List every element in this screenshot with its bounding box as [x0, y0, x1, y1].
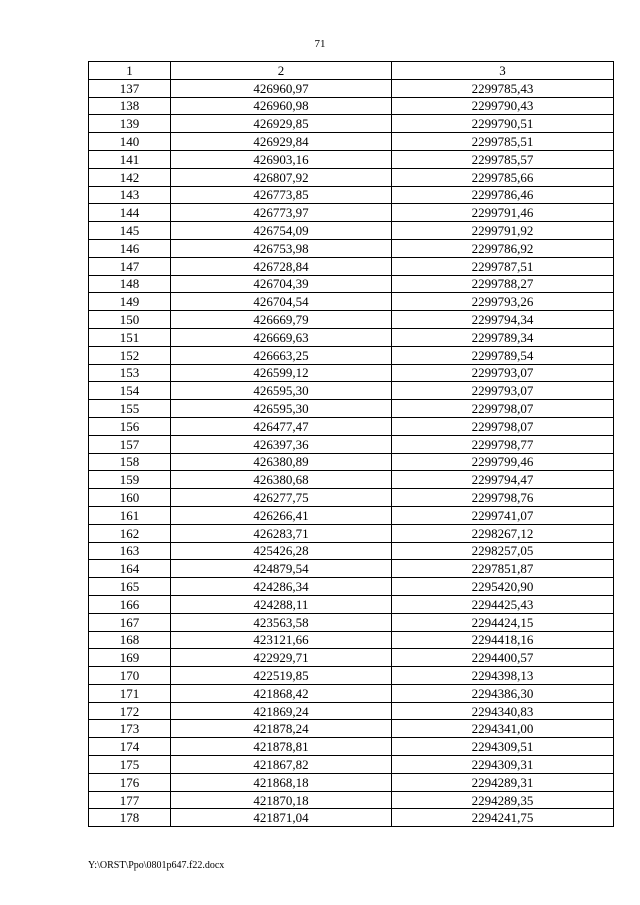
x-coordinate-cell: 423563,58: [171, 613, 392, 631]
table-row: [89, 702, 614, 720]
table-row: [89, 560, 614, 578]
y-coordinate-cell: 2297851,87: [392, 560, 614, 578]
point-number-cell: 166: [89, 595, 171, 613]
y-coordinate-cell: 2299785,57: [392, 150, 614, 168]
point-number-cell: 137: [89, 79, 171, 97]
table-row: [89, 150, 614, 168]
point-number-cell: 144: [89, 204, 171, 222]
table-row: [89, 79, 614, 97]
point-number-cell: 146: [89, 239, 171, 257]
table-row: [89, 613, 614, 631]
page-number: 71: [314, 38, 326, 50]
y-coordinate-cell: 2299793,07: [392, 364, 614, 382]
y-coordinate-cell: 2294425,43: [392, 595, 614, 613]
x-coordinate-cell: 426929,85: [171, 115, 392, 133]
point-number-cell: 140: [89, 133, 171, 151]
x-coordinate-cell: 422929,71: [171, 649, 392, 667]
table-body: [89, 62, 614, 827]
x-coordinate-cell: 424879,54: [171, 560, 392, 578]
point-number-cell: 157: [89, 435, 171, 453]
y-coordinate-cell: 2294340,83: [392, 702, 614, 720]
point-number-cell: 141: [89, 150, 171, 168]
y-coordinate-cell: 2299798,76: [392, 489, 614, 507]
x-coordinate-cell: 426397,36: [171, 435, 392, 453]
x-coordinate-cell: 426283,71: [171, 524, 392, 542]
table-row: [89, 756, 614, 774]
x-coordinate-cell: 426929,84: [171, 133, 392, 151]
point-number-cell: 154: [89, 382, 171, 400]
y-coordinate-cell: 2294424,15: [392, 613, 614, 631]
y-coordinate-cell: 2294289,31: [392, 773, 614, 791]
x-coordinate-cell: 426477,47: [171, 417, 392, 435]
x-coordinate-cell: 426380,89: [171, 453, 392, 471]
table-row: [89, 649, 614, 667]
point-number-cell: 142: [89, 168, 171, 186]
point-number-cell: 162: [89, 524, 171, 542]
y-coordinate-cell: 2299791,92: [392, 222, 614, 240]
y-coordinate-cell: 2299790,43: [392, 97, 614, 115]
point-number-cell: 147: [89, 257, 171, 275]
x-coordinate-cell: 421871,04: [171, 809, 392, 827]
table-row: [89, 809, 614, 827]
x-coordinate-cell: 421878,81: [171, 738, 392, 756]
point-number-cell: 152: [89, 346, 171, 364]
y-coordinate-cell: 2299798,07: [392, 400, 614, 418]
x-coordinate-cell: 426704,39: [171, 275, 392, 293]
y-coordinate-cell: 2299786,46: [392, 186, 614, 204]
footer-file-path: Y:\ORST\Ppo\0801p647.f22.docx: [88, 860, 225, 871]
table-row: [89, 311, 614, 329]
table-header-row: [89, 62, 614, 80]
point-number-cell: 163: [89, 542, 171, 560]
y-coordinate-cell: 2299794,47: [392, 471, 614, 489]
y-coordinate-cell: 2299785,66: [392, 168, 614, 186]
x-coordinate-cell: 421868,18: [171, 773, 392, 791]
header-cell-2: 2: [171, 62, 392, 80]
table-row: [89, 471, 614, 489]
y-coordinate-cell: 2299791,46: [392, 204, 614, 222]
x-coordinate-cell: 424286,34: [171, 578, 392, 596]
table-row: [89, 222, 614, 240]
point-number-cell: 168: [89, 631, 171, 649]
x-coordinate-cell: 426960,97: [171, 79, 392, 97]
x-coordinate-cell: 421868,42: [171, 684, 392, 702]
table-row: [89, 773, 614, 791]
point-number-cell: 167: [89, 613, 171, 631]
x-coordinate-cell: 426807,92: [171, 168, 392, 186]
table-row: [89, 453, 614, 471]
point-number-cell: 176: [89, 773, 171, 791]
point-number-cell: 138: [89, 97, 171, 115]
table-row: [89, 168, 614, 186]
x-coordinate-cell: 426380,68: [171, 471, 392, 489]
y-coordinate-cell: 2299798,77: [392, 435, 614, 453]
point-number-cell: 175: [89, 756, 171, 774]
y-coordinate-cell: 2299741,07: [392, 506, 614, 524]
table-row: [89, 115, 614, 133]
x-coordinate-cell: 421878,24: [171, 720, 392, 738]
y-coordinate-cell: 2299785,43: [392, 79, 614, 97]
point-number-cell: 156: [89, 417, 171, 435]
table-row: [89, 435, 614, 453]
x-coordinate-cell: 423121,66: [171, 631, 392, 649]
y-coordinate-cell: 2298257,05: [392, 542, 614, 560]
x-coordinate-cell: 426704,54: [171, 293, 392, 311]
point-number-cell: 173: [89, 720, 171, 738]
point-number-cell: 159: [89, 471, 171, 489]
point-number-cell: 174: [89, 738, 171, 756]
point-number-cell: 143: [89, 186, 171, 204]
table-row: [89, 667, 614, 685]
y-coordinate-cell: 2299798,07: [392, 417, 614, 435]
x-coordinate-cell: 426669,63: [171, 328, 392, 346]
table-row: [89, 720, 614, 738]
point-number-cell: 164: [89, 560, 171, 578]
table-row: [89, 364, 614, 382]
point-number-cell: 161: [89, 506, 171, 524]
point-number-cell: 158: [89, 453, 171, 471]
point-number-cell: 172: [89, 702, 171, 720]
table-row: [89, 328, 614, 346]
x-coordinate-cell: 426595,30: [171, 382, 392, 400]
x-coordinate-cell: 424288,11: [171, 595, 392, 613]
point-number-cell: 153: [89, 364, 171, 382]
point-number-cell: 160: [89, 489, 171, 507]
point-number-cell: 151: [89, 328, 171, 346]
table-row: [89, 382, 614, 400]
x-coordinate-cell: 426599,12: [171, 364, 392, 382]
y-coordinate-cell: 2299793,07: [392, 382, 614, 400]
y-coordinate-cell: 2299785,51: [392, 133, 614, 151]
point-number-cell: 139: [89, 115, 171, 133]
x-coordinate-cell: 421870,18: [171, 791, 392, 809]
x-coordinate-cell: 421867,82: [171, 756, 392, 774]
table-row: [89, 578, 614, 596]
point-number-cell: 155: [89, 400, 171, 418]
y-coordinate-cell: 2294289,35: [392, 791, 614, 809]
table-row: [89, 97, 614, 115]
x-coordinate-cell: 421869,24: [171, 702, 392, 720]
x-coordinate-cell: 426266,41: [171, 506, 392, 524]
point-number-cell: 171: [89, 684, 171, 702]
y-coordinate-cell: 2294241,75: [392, 809, 614, 827]
table-row: [89, 346, 614, 364]
table-row: [89, 506, 614, 524]
x-coordinate-cell: 426753,98: [171, 239, 392, 257]
table-row: [89, 524, 614, 542]
table-row: [89, 417, 614, 435]
table-row: [89, 489, 614, 507]
point-number-cell: 169: [89, 649, 171, 667]
y-coordinate-cell: 2299788,27: [392, 275, 614, 293]
point-number-cell: 149: [89, 293, 171, 311]
table-row: [89, 542, 614, 560]
x-coordinate-cell: 426754,09: [171, 222, 392, 240]
y-coordinate-cell: 2294400,57: [392, 649, 614, 667]
y-coordinate-cell: 2295420,90: [392, 578, 614, 596]
y-coordinate-cell: 2298267,12: [392, 524, 614, 542]
table-row: [89, 239, 614, 257]
y-coordinate-cell: 2299787,51: [392, 257, 614, 275]
x-coordinate-cell: 426773,85: [171, 186, 392, 204]
point-number-cell: 170: [89, 667, 171, 685]
table-row: [89, 275, 614, 293]
x-coordinate-cell: 426595,30: [171, 400, 392, 418]
point-number-cell: 178: [89, 809, 171, 827]
table-row: [89, 400, 614, 418]
y-coordinate-cell: 2294341,00: [392, 720, 614, 738]
point-number-cell: 148: [89, 275, 171, 293]
table-row: [89, 204, 614, 222]
x-coordinate-cell: 426903,16: [171, 150, 392, 168]
header-cell-1: 1: [89, 62, 171, 80]
table-row: [89, 133, 614, 151]
y-coordinate-cell: 2299786,92: [392, 239, 614, 257]
table-row: [89, 791, 614, 809]
x-coordinate-cell: 426728,84: [171, 257, 392, 275]
x-coordinate-cell: 426960,98: [171, 97, 392, 115]
point-number-cell: 177: [89, 791, 171, 809]
y-coordinate-cell: 2294309,51: [392, 738, 614, 756]
table-row: [89, 738, 614, 756]
y-coordinate-cell: 2294386,30: [392, 684, 614, 702]
table-row: [89, 684, 614, 702]
y-coordinate-cell: 2299789,34: [392, 328, 614, 346]
x-coordinate-cell: 426663,25: [171, 346, 392, 364]
table-row: [89, 631, 614, 649]
x-coordinate-cell: 426669,79: [171, 311, 392, 329]
y-coordinate-cell: 2294418,16: [392, 631, 614, 649]
y-coordinate-cell: 2299790,51: [392, 115, 614, 133]
y-coordinate-cell: 2299794,34: [392, 311, 614, 329]
x-coordinate-cell: 426277,75: [171, 489, 392, 507]
table-row: [89, 186, 614, 204]
y-coordinate-cell: 2299789,54: [392, 346, 614, 364]
header-cell-3: 3: [392, 62, 614, 80]
y-coordinate-cell: 2299799,46: [392, 453, 614, 471]
point-number-cell: 150: [89, 311, 171, 329]
x-coordinate-cell: 422519,85: [171, 667, 392, 685]
table-row: [89, 293, 614, 311]
table-row: [89, 595, 614, 613]
y-coordinate-cell: 2294398,13: [392, 667, 614, 685]
x-coordinate-cell: 425426,28: [171, 542, 392, 560]
x-coordinate-cell: 426773,97: [171, 204, 392, 222]
coordinates-table: [88, 61, 614, 827]
y-coordinate-cell: 2294309,31: [392, 756, 614, 774]
point-number-cell: 145: [89, 222, 171, 240]
point-number-cell: 165: [89, 578, 171, 596]
y-coordinate-cell: 2299793,26: [392, 293, 614, 311]
table-row: [89, 257, 614, 275]
